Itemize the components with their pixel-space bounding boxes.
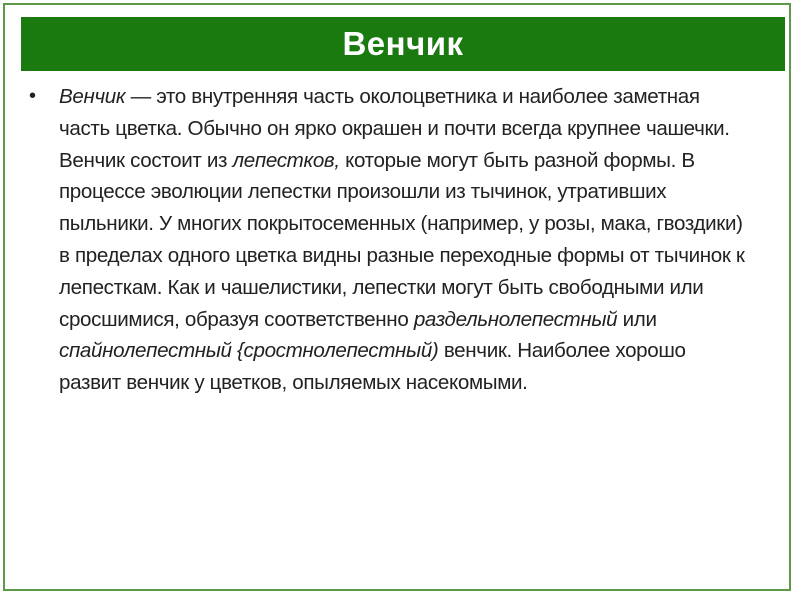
bullet-item bbox=[29, 81, 749, 399]
slide-frame bbox=[3, 3, 791, 591]
text-run: — это внутренняя часть околоцветника и наиболее заметная часть цветка. Обычно он ярко окрашен и почти всегда крупнее чашечки. Венчик состоит из bbox=[59, 85, 730, 172]
text-run: которые могут быть разной формы. В процессе эволюции лепестки произошли из тычинок, утративших пыльники. У многих покрытосеменных (например, у розы, мака, гвоздики) в пределах одного цветка видны разные переходные формы от тычинок к лепесткам. Как и чашелистики, лепестки могут быть свободными или сросшимися, образуя соответственно bbox=[59, 148, 745, 331]
title-bar bbox=[21, 17, 785, 71]
text-run: спайнолепестный {сростнолепестный) bbox=[59, 339, 439, 363]
text-run: раздельнолепестный bbox=[413, 307, 618, 331]
body-paragraph bbox=[59, 81, 749, 399]
text-run: или bbox=[617, 307, 657, 331]
text-run: венчик. Наиболее хорошо развит венчик у цветков, опыляемых насекомыми. bbox=[59, 339, 686, 395]
slide-content bbox=[29, 81, 749, 399]
text-run: лепестков, bbox=[232, 148, 340, 172]
bullet-marker: • bbox=[29, 85, 37, 107]
slide-title: Венчик bbox=[342, 25, 464, 62]
text-run: Венчик bbox=[59, 85, 126, 108]
